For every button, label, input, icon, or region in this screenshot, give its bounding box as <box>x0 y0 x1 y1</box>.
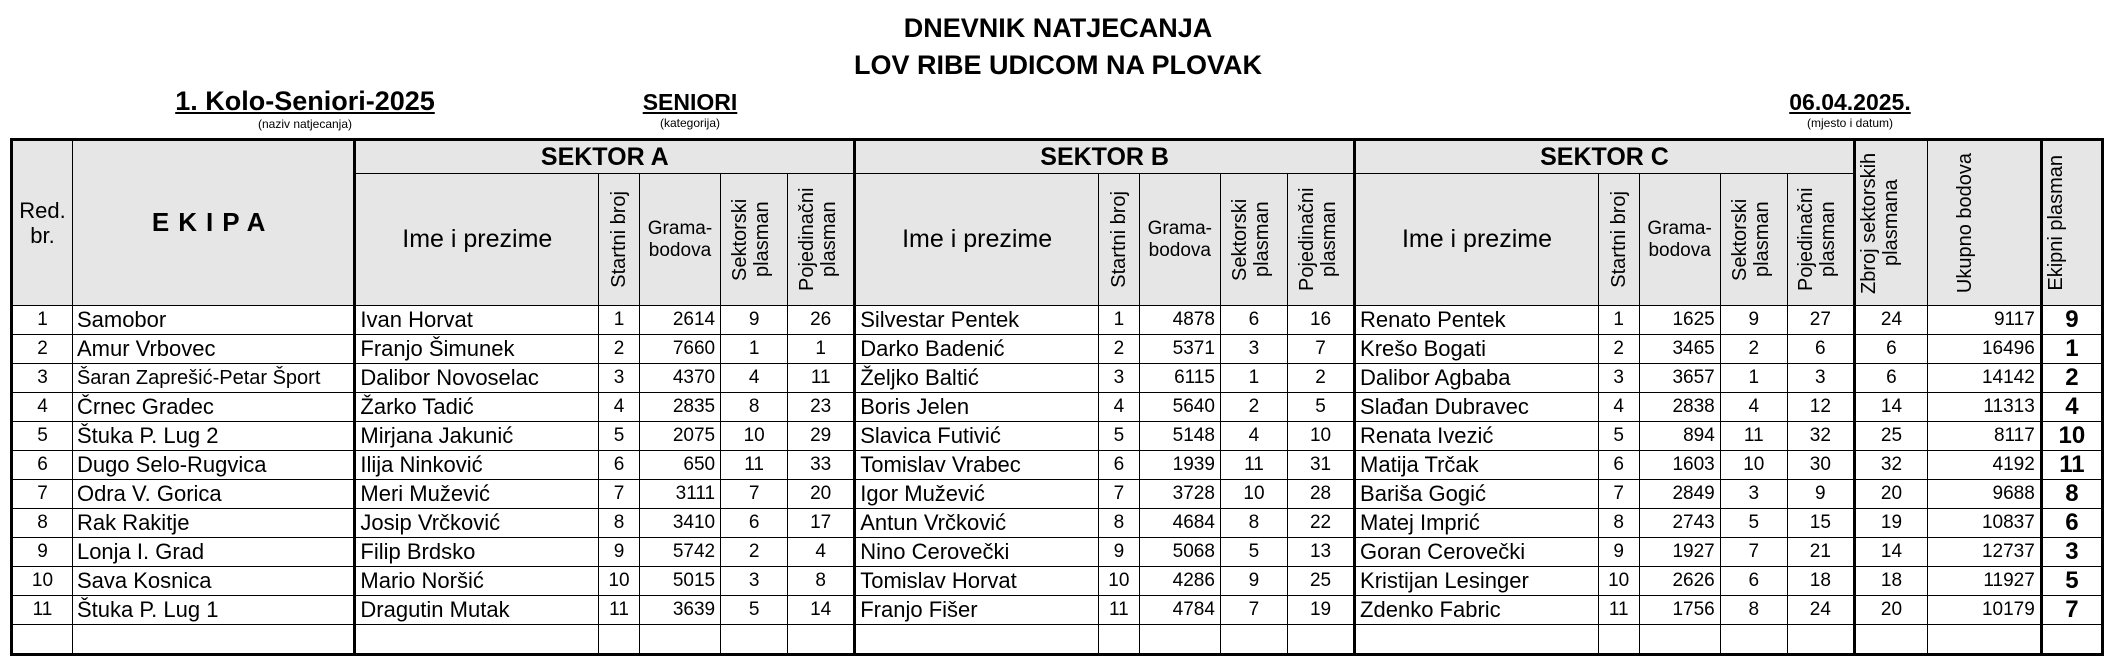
team-name: Štuka P. Lug 2 <box>72 422 354 451</box>
sector-sum: 32 <box>1854 451 1927 480</box>
competitor-name-a: Dragutin Mutak <box>355 596 599 625</box>
individual-place-c: 15 <box>1787 509 1854 538</box>
competitor-name-b: Silvestar Pentek <box>855 306 1099 335</box>
sector-place-a: 6 <box>721 509 788 538</box>
table-row <box>12 335 2103 364</box>
total-points: 8117 <box>1928 422 2042 451</box>
team-place: 8 <box>2041 480 2102 509</box>
points-b: 4684 <box>1139 509 1220 538</box>
individual-place-b: 22 <box>1287 509 1354 538</box>
sector-place-c: 2 <box>1720 335 1787 364</box>
individual-place-c: 30 <box>1787 451 1854 480</box>
total-points: 14142 <box>1928 364 2042 393</box>
sector-sum: 18 <box>1854 567 1927 596</box>
points-b: 5068 <box>1139 538 1220 567</box>
empty-cell <box>1928 625 2042 655</box>
points-a: 7660 <box>639 335 720 364</box>
sector-sum: 20 <box>1854 480 1927 509</box>
row-number: 3 <box>12 364 73 393</box>
competitor-name-a: Mirjana Jakunić <box>355 422 599 451</box>
header-sector-b: SEKTOR B <box>855 140 1355 174</box>
team-name: Odra V. Gorica <box>72 480 354 509</box>
individual-place-c: 24 <box>1787 596 1854 625</box>
start-number-b: 8 <box>1099 509 1140 538</box>
individual-place-c: 32 <box>1787 422 1854 451</box>
sector-place-a: 10 <box>721 422 788 451</box>
empty-cell <box>72 625 354 655</box>
points-a: 650 <box>639 451 720 480</box>
sector-place-c: 6 <box>1720 567 1787 596</box>
competitor-name-c: Matija Trčak <box>1355 451 1599 480</box>
row-number: 6 <box>12 451 73 480</box>
empty-cell <box>1787 625 1854 655</box>
table-row <box>12 509 2103 538</box>
empty-cell <box>1854 625 1927 655</box>
header-sektorski-a: Sektorski plasman <box>721 174 788 306</box>
sector-place-b: 4 <box>1220 422 1287 451</box>
team-place: 4 <box>2041 393 2102 422</box>
points-a: 3111 <box>639 480 720 509</box>
team-name: Sava Kosnica <box>72 567 354 596</box>
points-c: 3465 <box>1639 335 1720 364</box>
row-number: 1 <box>12 306 73 335</box>
individual-place-c: 18 <box>1787 567 1854 596</box>
competitor-name-c: Matej Imprić <box>1355 509 1599 538</box>
competitor-name-c: Dalibor Agbaba <box>1355 364 1599 393</box>
empty-cell <box>1287 625 1354 655</box>
individual-place-c: 27 <box>1787 306 1854 335</box>
team-name: Rak Rakitje <box>72 509 354 538</box>
header-sektorski-b: Sektorski plasman <box>1220 174 1287 306</box>
team-name: Amur Vrbovec <box>72 335 354 364</box>
header-zbroj: Zbroj sektorskih plasmana <box>1854 140 1927 306</box>
start-number-c: 5 <box>1598 422 1639 451</box>
total-points: 12737 <box>1928 538 2042 567</box>
empty-cell <box>788 625 855 655</box>
individual-place-a: 8 <box>788 567 855 596</box>
team-place: 5 <box>2041 567 2102 596</box>
team-name: Štuka P. Lug 1 <box>72 596 354 625</box>
empty-cell <box>721 625 788 655</box>
points-c: 894 <box>1639 422 1720 451</box>
sector-place-a: 3 <box>721 567 788 596</box>
sector-place-b: 1 <box>1220 364 1287 393</box>
start-number-c: 4 <box>1598 393 1639 422</box>
individual-place-b: 7 <box>1287 335 1354 364</box>
competitor-name-a: Josip Vrčković <box>355 509 599 538</box>
category-info <box>560 91 820 130</box>
team-place: 7 <box>2041 596 2102 625</box>
points-c: 1603 <box>1639 451 1720 480</box>
competitor-name-b: Franjo Fišer <box>855 596 1099 625</box>
document-title: DNEVNIK NATJECANJA <box>903 13 1213 43</box>
table-row <box>12 422 2103 451</box>
sector-place-b: 2 <box>1220 393 1287 422</box>
competitor-name-c: Slađan Dubravec <box>1355 393 1599 422</box>
sector-sum: 14 <box>1854 393 1927 422</box>
individual-place-b: 2 <box>1287 364 1354 393</box>
start-number-c: 2 <box>1598 335 1639 364</box>
table-row <box>12 364 2103 393</box>
sector-place-b: 5 <box>1220 538 1287 567</box>
start-number-a: 10 <box>599 567 640 596</box>
sector-place-a: 4 <box>721 364 788 393</box>
header-sector-c: SEKTOR C <box>1355 140 1855 174</box>
start-number-a: 3 <box>599 364 640 393</box>
start-number-a: 5 <box>599 422 640 451</box>
competitor-name-c: Goran Cerovečki <box>1355 538 1599 567</box>
sector-place-c: 4 <box>1720 393 1787 422</box>
individual-place-c: 6 <box>1787 335 1854 364</box>
points-b: 4878 <box>1139 306 1220 335</box>
empty-cell <box>639 625 720 655</box>
empty-cell <box>355 625 599 655</box>
team-place: 11 <box>2041 451 2102 480</box>
individual-place-a: 17 <box>788 509 855 538</box>
header-grama-c: Grama- bodova <box>1639 174 1720 306</box>
team-place: 10 <box>2041 422 2102 451</box>
individual-place-b: 25 <box>1287 567 1354 596</box>
header-startni-b: Startni broj <box>1099 174 1140 306</box>
individual-place-b: 13 <box>1287 538 1354 567</box>
competitor-name-a: Franjo Šimunek <box>355 335 599 364</box>
start-number-b: 6 <box>1099 451 1140 480</box>
sector-place-a: 5 <box>721 596 788 625</box>
start-number-b: 5 <box>1099 422 1140 451</box>
empty-cell <box>599 625 640 655</box>
start-number-b: 1 <box>1099 306 1140 335</box>
empty-cell <box>1099 625 1140 655</box>
points-b: 6115 <box>1139 364 1220 393</box>
start-number-b: 11 <box>1099 596 1140 625</box>
event-caption: (naziv natjecanja) <box>257 117 353 131</box>
table-row <box>12 538 2103 567</box>
individual-place-b: 5 <box>1287 393 1354 422</box>
sector-place-b: 8 <box>1220 509 1287 538</box>
sector-place-b: 6 <box>1220 306 1287 335</box>
start-number-c: 9 <box>1598 538 1639 567</box>
header-ime-b: Ime i prezime <box>855 174 1099 306</box>
empty-cell <box>12 625 73 655</box>
competitor-name-b: Antun Vrčković <box>855 509 1099 538</box>
points-b: 3728 <box>1139 480 1220 509</box>
row-number: 8 <box>12 509 73 538</box>
category-caption: (kategorija) <box>659 116 721 130</box>
start-number-a: 2 <box>599 335 640 364</box>
row-number: 7 <box>12 480 73 509</box>
individual-place-a: 1 <box>788 335 855 364</box>
sector-place-b: 10 <box>1220 480 1287 509</box>
date-info <box>1695 91 2005 130</box>
sector-sum: 14 <box>1854 538 1927 567</box>
start-number-b: 9 <box>1099 538 1140 567</box>
sector-place-b: 11 <box>1220 451 1287 480</box>
start-number-c: 11 <box>1598 596 1639 625</box>
individual-place-a: 4 <box>788 538 855 567</box>
table-row <box>12 451 2103 480</box>
points-a: 3639 <box>639 596 720 625</box>
start-number-b: 2 <box>1099 335 1140 364</box>
competitor-name-a: Filip Brdsko <box>355 538 599 567</box>
results-body <box>12 306 2103 655</box>
competitor-name-c: Zdenko Fabric <box>1355 596 1599 625</box>
table-row <box>12 567 2103 596</box>
individual-place-c: 21 <box>1787 538 1854 567</box>
row-number: 2 <box>12 335 73 364</box>
team-name: Lonja I. Grad <box>72 538 354 567</box>
points-a: 5015 <box>639 567 720 596</box>
individual-place-b: 31 <box>1287 451 1354 480</box>
individual-place-b: 16 <box>1287 306 1354 335</box>
header-ekipa: EKIPA <box>72 140 354 306</box>
competitor-name-b: Igor Mužević <box>855 480 1099 509</box>
team-name: Črnec Gradec <box>72 393 354 422</box>
empty-cell <box>1220 625 1287 655</box>
header-ime-c: Ime i prezime <box>1355 174 1599 306</box>
event-date: 06.04.2025. <box>1789 89 1911 115</box>
sector-place-c: 8 <box>1720 596 1787 625</box>
sector-place-c: 5 <box>1720 509 1787 538</box>
competitor-name-c: Bariša Gogić <box>1355 480 1599 509</box>
sector-sum: 20 <box>1854 596 1927 625</box>
row-number: 5 <box>12 422 73 451</box>
header-pojedinacni-c: Pojedinačni plasman <box>1787 174 1854 306</box>
points-c: 3657 <box>1639 364 1720 393</box>
start-number-c: 10 <box>1598 567 1639 596</box>
start-number-a: 7 <box>599 480 640 509</box>
team-name: Šaran Zaprešić-Petar Šport <box>72 364 354 393</box>
competitor-name-a: Meri Mužević <box>355 480 599 509</box>
points-a: 5742 <box>639 538 720 567</box>
points-b: 4784 <box>1139 596 1220 625</box>
sector-place-c: 9 <box>1720 306 1787 335</box>
header-grama-a: Grama- bodova <box>639 174 720 306</box>
competitor-name-c: Kristijan Lesinger <box>1355 567 1599 596</box>
sector-sum: 24 <box>1854 306 1927 335</box>
sector-sum: 19 <box>1854 509 1927 538</box>
header-pojedinacni-a: Pojedinačni plasman <box>788 174 855 306</box>
team-place: 2 <box>2041 364 2102 393</box>
start-number-a: 11 <box>599 596 640 625</box>
header-startni-a: Startni broj <box>599 174 640 306</box>
points-c: 2626 <box>1639 567 1720 596</box>
table-row <box>12 306 2103 335</box>
total-points: 11313 <box>1928 393 2042 422</box>
start-number-a: 8 <box>599 509 640 538</box>
individual-place-b: 28 <box>1287 480 1354 509</box>
individual-place-a: 11 <box>788 364 855 393</box>
sector-place-c: 10 <box>1720 451 1787 480</box>
individual-place-a: 23 <box>788 393 855 422</box>
sector-place-a: 2 <box>721 538 788 567</box>
individual-place-a: 29 <box>788 422 855 451</box>
start-number-b: 3 <box>1099 364 1140 393</box>
competitor-name-b: Boris Jelen <box>855 393 1099 422</box>
competitor-name-c: Renato Pentek <box>1355 306 1599 335</box>
team-place: 3 <box>2041 538 2102 567</box>
header-ime-a: Ime i prezime <box>355 174 599 306</box>
total-points: 11927 <box>1928 567 2042 596</box>
points-a: 2075 <box>639 422 720 451</box>
points-c: 2838 <box>1639 393 1720 422</box>
points-a: 4370 <box>639 364 720 393</box>
document-subtitle: LOV RIBE UDICOM NA PLOVAK <box>853 50 1262 80</box>
sector-sum: 6 <box>1854 364 1927 393</box>
total-points: 9688 <box>1928 480 2042 509</box>
start-number-a: 4 <box>599 393 640 422</box>
start-number-a: 6 <box>599 451 640 480</box>
sector-place-c: 3 <box>1720 480 1787 509</box>
row-number: 10 <box>12 567 73 596</box>
category-name: SENIORI <box>642 89 738 115</box>
row-number: 9 <box>12 538 73 567</box>
points-c: 1927 <box>1639 538 1720 567</box>
empty-row <box>12 625 2103 655</box>
points-b: 5640 <box>1139 393 1220 422</box>
start-number-a: 1 <box>599 306 640 335</box>
points-b: 5148 <box>1139 422 1220 451</box>
sector-place-a: 7 <box>721 480 788 509</box>
competitor-name-c: Krešo Bogati <box>1355 335 1599 364</box>
results-table <box>10 138 2104 656</box>
start-number-a: 9 <box>599 538 640 567</box>
start-number-b: 4 <box>1099 393 1140 422</box>
individual-place-c: 3 <box>1787 364 1854 393</box>
sector-place-b: 7 <box>1220 596 1287 625</box>
points-b: 1939 <box>1139 451 1220 480</box>
total-points: 10179 <box>1928 596 2042 625</box>
team-name: Dugo Selo-Rugvica <box>72 451 354 480</box>
empty-cell <box>1720 625 1787 655</box>
points-c: 2743 <box>1639 509 1720 538</box>
start-number-c: 1 <box>1598 306 1639 335</box>
sector-place-c: 1 <box>1720 364 1787 393</box>
row-number: 4 <box>12 393 73 422</box>
table-row <box>12 480 2103 509</box>
sector-sum: 25 <box>1854 422 1927 451</box>
points-b: 5371 <box>1139 335 1220 364</box>
start-number-c: 8 <box>1598 509 1639 538</box>
empty-cell <box>855 625 1099 655</box>
individual-place-a: 33 <box>788 451 855 480</box>
team-place: 6 <box>2041 509 2102 538</box>
sector-place-c: 11 <box>1720 422 1787 451</box>
total-points: 16496 <box>1928 335 2042 364</box>
team-place: 1 <box>2041 335 2102 364</box>
competitor-name-b: Željko Baltić <box>855 364 1099 393</box>
event-name: 1. Kolo-Seniori-2025 <box>175 86 435 116</box>
sector-place-a: 1 <box>721 335 788 364</box>
header-pojedinacni-b: Pojedinačni plasman <box>1287 174 1354 306</box>
start-number-c: 3 <box>1598 364 1639 393</box>
team-name: Samobor <box>72 306 354 335</box>
competitor-name-a: Mario Noršić <box>355 567 599 596</box>
sector-place-b: 3 <box>1220 335 1287 364</box>
date-caption: (mjesto i datum) <box>1806 116 1894 130</box>
points-a: 2614 <box>639 306 720 335</box>
individual-place-b: 19 <box>1287 596 1354 625</box>
header-sector-a: SEKTOR A <box>355 140 855 174</box>
start-number-b: 10 <box>1099 567 1140 596</box>
row-number: 11 <box>12 596 73 625</box>
competitor-name-a: Žarko Tadić <box>355 393 599 422</box>
competitor-name-b: Tomislav Vrabec <box>855 451 1099 480</box>
competitor-name-b: Nino Cerovečki <box>855 538 1099 567</box>
individual-place-a: 14 <box>788 596 855 625</box>
empty-cell <box>1139 625 1220 655</box>
sector-sum: 6 <box>1854 335 1927 364</box>
empty-cell <box>1355 625 1599 655</box>
points-c: 1625 <box>1639 306 1720 335</box>
header-startni-c: Startni broj <box>1598 174 1639 306</box>
individual-place-b: 10 <box>1287 422 1354 451</box>
header-ekipni: Ekipni plasman <box>2041 140 2102 306</box>
points-a: 2835 <box>639 393 720 422</box>
header-ukupno: Ukupno bodova <box>1928 140 2042 306</box>
sector-place-a: 9 <box>721 306 788 335</box>
competitor-name-b: Tomislav Horvat <box>855 567 1099 596</box>
table-row <box>12 596 2103 625</box>
competitor-name-b: Slavica Futivić <box>855 422 1099 451</box>
competitor-name-a: Dalibor Novoselac <box>355 364 599 393</box>
header-sektorski-c: Sektorski plasman <box>1720 174 1787 306</box>
table-row <box>12 393 2103 422</box>
header-red-br: Red. br. <box>12 140 73 306</box>
empty-cell <box>2041 625 2102 655</box>
total-points: 9117 <box>1928 306 2042 335</box>
header-grama-b: Grama- bodova <box>1139 174 1220 306</box>
empty-cell <box>1598 625 1639 655</box>
points-c: 1756 <box>1639 596 1720 625</box>
event-info <box>145 88 465 131</box>
total-points: 4192 <box>1928 451 2042 480</box>
points-b: 4286 <box>1139 567 1220 596</box>
competitor-name-b: Darko Badenić <box>855 335 1099 364</box>
sector-place-c: 7 <box>1720 538 1787 567</box>
start-number-c: 6 <box>1598 451 1639 480</box>
start-number-b: 7 <box>1099 480 1140 509</box>
competitor-name-a: Ilija Ninković <box>355 451 599 480</box>
individual-place-a: 26 <box>788 306 855 335</box>
sector-place-a: 11 <box>721 451 788 480</box>
team-place: 9 <box>2041 306 2102 335</box>
individual-place-c: 9 <box>1787 480 1854 509</box>
competitor-name-c: Renata Ivezić <box>1355 422 1599 451</box>
empty-cell <box>1639 625 1720 655</box>
individual-place-c: 12 <box>1787 393 1854 422</box>
competitor-name-a: Ivan Horvat <box>355 306 599 335</box>
sector-place-a: 8 <box>721 393 788 422</box>
points-c: 2849 <box>1639 480 1720 509</box>
start-number-c: 7 <box>1598 480 1639 509</box>
points-a: 3410 <box>639 509 720 538</box>
sector-place-b: 9 <box>1220 567 1287 596</box>
individual-place-a: 20 <box>788 480 855 509</box>
total-points: 10837 <box>1928 509 2042 538</box>
